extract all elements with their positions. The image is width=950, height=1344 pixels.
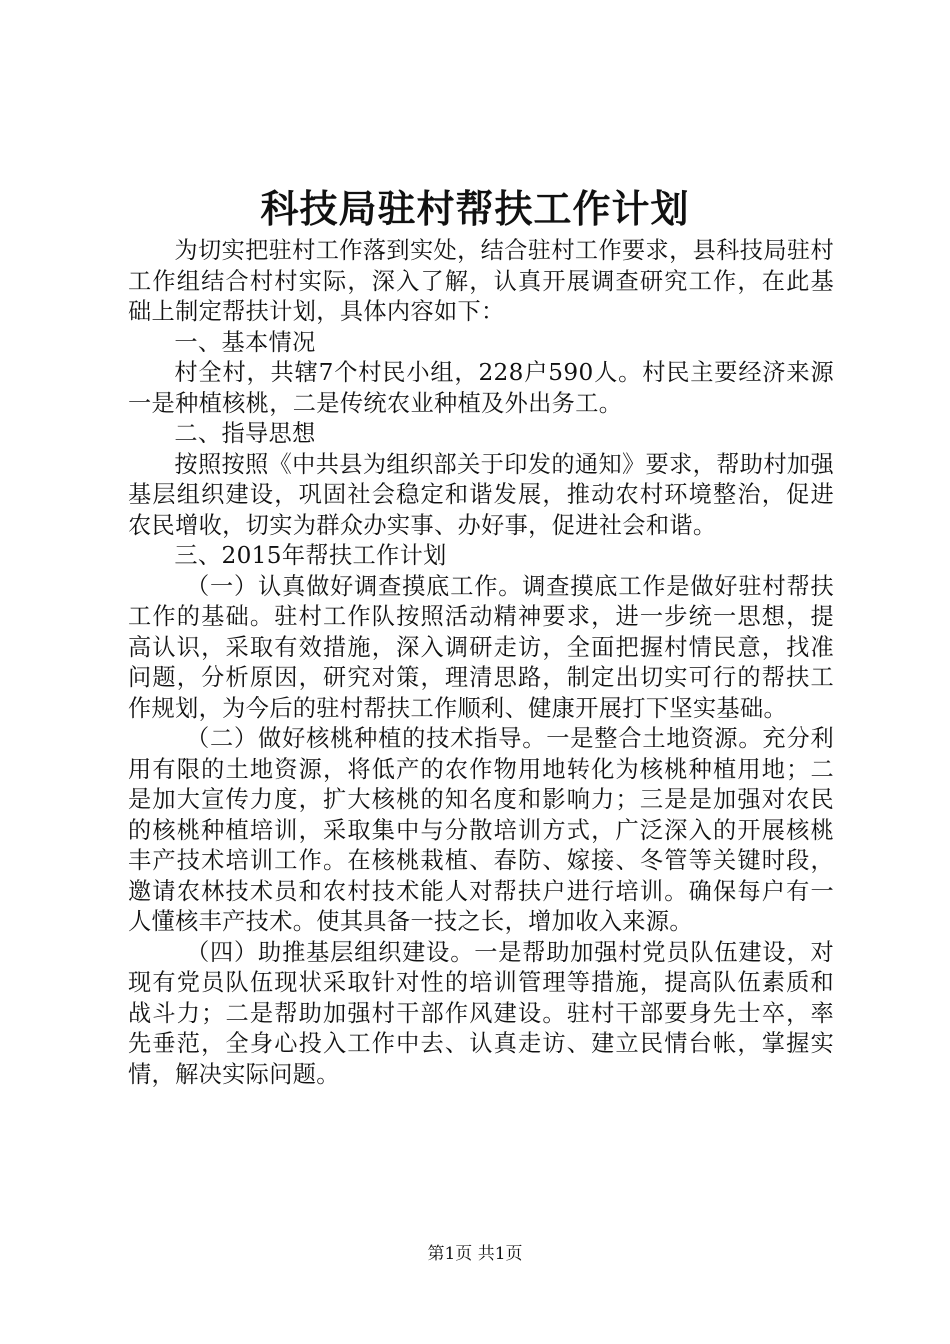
- plan-item-organization-building: （四）助推基层组织建设。一是帮助加强村党员队伍建设，对现有党员队伍现状采取针对性的培训管理等措施，提高队伍素质和战斗力；二是帮助加强村干部作风建设。驻村干部要身先士卒，率先垂范，全身心投入工作中去、认真走访、建立民情台帐，掌握实情，解决实际问题。: [128, 938, 834, 1088]
- basic-situation-paragraph: 村全村，共辖7个村民小组，228户590人。村民主要经济来源一是种植核桃，二是传统农业种植及外出务工。: [128, 359, 834, 417]
- page-number-footer: 第1页 共1页: [427, 1244, 523, 1264]
- plan-item-walnut-guidance: （二）做好核桃种植的技术指导。一是整合土地资源。充分利用有限的土地资源，将低产的农作物用地转化为核桃种植用地；二是加大宣传力度，扩大核桃的知名度和影响力；三是是加强对农民的核桃种植培训，采取集中与分散培训方式，广泛深入的开展核桃丰产技术培训工作。在核桃栽植、春防、嫁接、冬管等关键时段，邀请农林技术员和农村技术能人对帮扶户进行培训。确保每户有一人懂核丰产技术。使其具备一技之长，增加收入来源。: [128, 725, 834, 935]
- section-heading-work-plan: 三、2015年帮扶工作计划: [174, 542, 447, 569]
- document-body: [128, 236, 834, 1090]
- plan-item-survey: （一）认真做好调查摸底工作。调查摸底工作是做好驻村帮扶工作的基础。驻村工作队按照活动精神要求，进一步统一思想，提高认识，采取有效措施，深入调研走访，全面把握村情民意，找准问题，分析原因，研究对策，理清思路，制定出切实可行的帮扶工作规划，为今后的驻村帮扶工作顺利、健康开展打下坚实基础。: [128, 572, 834, 722]
- section-heading-basic-situation: 一、基本情况: [174, 328, 316, 356]
- document-title: 科技局驻村帮扶工作计划: [260, 186, 690, 231]
- section-heading-guiding-ideology: 二、指导思想: [174, 420, 316, 447]
- guiding-ideology-paragraph: 按照按照《中共县为组织部关于印发的通知》要求，帮助村加强基层组织建设，巩固社会稳定和谐发展，推动农村环境整治，促进农民增收，切实为群众办实事、办好事，促进社会和谐。: [128, 450, 834, 539]
- intro-paragraph: 为切实把驻村工作落到实处，结合驻村工作要求，县科技局驻村工作组结合村村实际，深入了解，认真开展调查研究工作，在此基础上制定帮扶计划，具体内容如下：: [128, 237, 834, 325]
